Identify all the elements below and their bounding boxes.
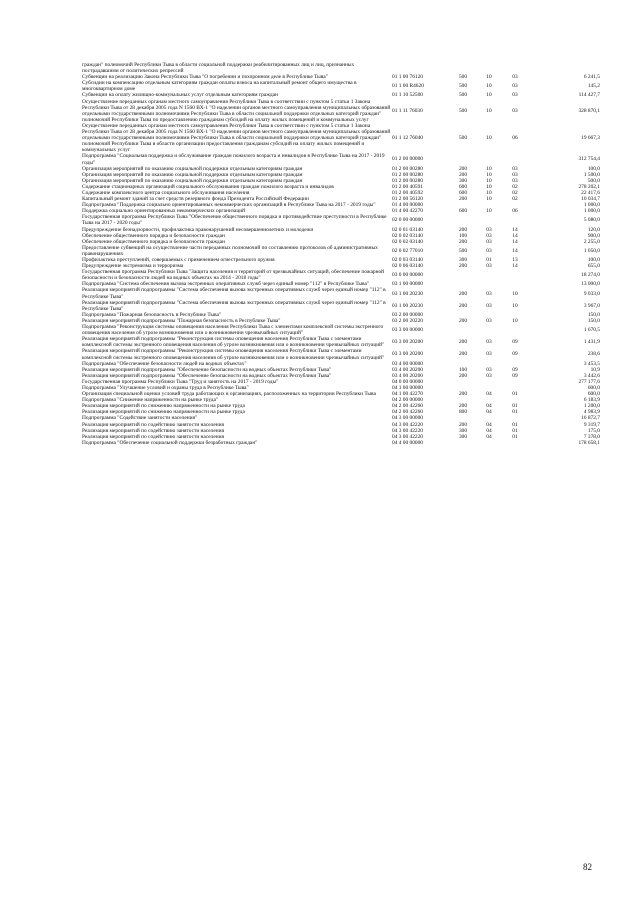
- row-expense-type: 200: [458, 421, 468, 428]
- row-section: 03: [486, 366, 492, 373]
- row-expense-type: 300: [458, 433, 468, 440]
- row-section: 10: [486, 135, 492, 142]
- row-section: 10: [486, 177, 492, 184]
- row-code: 01 1 12 76040: [392, 135, 423, 142]
- row-code: 02 0 01 03140: [392, 226, 423, 233]
- row-subsection: 01: [512, 427, 518, 434]
- row-expense-type: 200: [458, 171, 468, 178]
- row-section: 10: [486, 165, 492, 172]
- row-subsection: 09: [512, 366, 518, 373]
- row-subsection: 02: [512, 183, 518, 190]
- row-subsection: [502, 269, 528, 281]
- row-code: 02 0 00 00000: [392, 217, 423, 224]
- row-subsection: [502, 440, 528, 446]
- row-name: Содержание комплексного центра социального обслуживания населения: [82, 189, 250, 196]
- row-section: 04: [486, 409, 492, 416]
- row-name: граждан" полномочий Республики Тыва в области социальной поддержки реабилитированных лиц и лиц, признанных пострадавшими от политических репрессий: [82, 62, 355, 75]
- row-expense-type: 100: [458, 232, 468, 239]
- row-section: [476, 214, 502, 226]
- row-name: Организация специальной оценки условий труда работающих в организациях, расположенных на территории Республики Тыва: [82, 391, 376, 398]
- row-subsection: 14: [512, 247, 518, 254]
- row-code: 04 1 00 00000: [392, 384, 423, 391]
- row-sum: 1 670,5: [583, 327, 600, 334]
- row-section: 03: [486, 238, 492, 245]
- row-sum: 150,0: [587, 317, 600, 324]
- row-sum: 120,0: [587, 226, 600, 233]
- row-code: 03 3 00 20200: [392, 339, 423, 346]
- row-expense-type: 800: [458, 409, 468, 416]
- row-name: Реализация мероприятий по снижению напряженности на рынке труда: [82, 409, 245, 416]
- row-subsection: 14: [512, 232, 518, 239]
- row-code: 03 2 00 00000: [392, 311, 423, 318]
- row-subsection: 14: [512, 238, 518, 245]
- row-sum: 238,6: [587, 351, 600, 358]
- row-expense-type: 200: [458, 317, 468, 324]
- row-name: Субвенции на оплату жилищно-коммунальных услуг отдельным категориям граждан: [82, 92, 278, 99]
- row-subsection: 09: [512, 351, 518, 358]
- row-subsection: 03: [512, 171, 518, 178]
- row-sum: [528, 62, 600, 74]
- row-section: 03: [486, 372, 492, 379]
- row-section: 03: [486, 290, 492, 297]
- table-row: [82, 324, 600, 336]
- row-expense-type: 300: [458, 177, 468, 184]
- table-row: [82, 245, 600, 257]
- row-expense-type: 600: [458, 208, 468, 215]
- row-sum: 178 658,1: [578, 439, 600, 446]
- row-code: 03 2 00 20220: [392, 317, 423, 324]
- row-code: 03 3 00 20200: [392, 351, 423, 358]
- row-expense-type: [450, 153, 476, 165]
- row-section: 03: [486, 263, 492, 270]
- row-sum: 9 033,0: [583, 290, 600, 297]
- row-name: Профилактика преступлений, совершаемых с применением огнестрельного оружия: [82, 257, 275, 263]
- row-code: 02 0 03 03140: [392, 257, 423, 263]
- row-subsection: 13: [512, 257, 518, 263]
- row-code: 01 2 00 40592: [392, 189, 423, 196]
- row-sum: 10 034,7: [581, 196, 600, 203]
- row-name: Организация мероприятий по оказанию социальной поддержки отдельным категориям граждан: [82, 177, 303, 184]
- row-code: 01 2 00 00000: [392, 156, 423, 163]
- row-section: 01: [486, 257, 492, 263]
- row-expense-type: 500: [458, 83, 468, 90]
- row-code: 04 3 00 42220: [392, 427, 423, 434]
- row-expense-type: [450, 214, 476, 226]
- row-sum: 1 431,9: [583, 339, 600, 346]
- row-code: 01 1 11 76030: [392, 107, 423, 114]
- row-code: 01 1 10 52500: [392, 92, 423, 99]
- row-section: 10: [486, 171, 492, 178]
- row-name: Субвенции на реализацию Закона Республики Тыва "О погребении и похоронном деле в Республике Тыва": [82, 74, 328, 81]
- row-name: Подпрограмма "Содействие занятости населения": [82, 415, 198, 422]
- row-sum: 277 177,6: [578, 378, 600, 385]
- row-sum: 1 200,0: [583, 403, 600, 410]
- row-section: 03: [486, 317, 492, 324]
- row-section: 10: [486, 183, 492, 190]
- row-section: 03: [486, 339, 492, 346]
- row-subsection: 03: [512, 92, 518, 99]
- row-section: 04: [486, 427, 492, 434]
- row-expense-type: 200: [458, 403, 468, 410]
- row-sum: 145,2: [587, 83, 600, 90]
- row-code: 04 3 00 00000: [392, 415, 423, 422]
- row-code: 04 3 00 42220: [392, 421, 423, 428]
- row-expense-type: 200: [458, 263, 468, 270]
- row-name: Подпрограмма "Система обеспечения вызова экстренных оперативных служб через единый номер "112" в Республике Тыва": [82, 281, 370, 288]
- table-row: [82, 440, 600, 446]
- row-subsection: 01: [512, 403, 518, 410]
- row-sum: 10,9: [590, 366, 600, 373]
- row-sum: 5 080,0: [583, 217, 600, 224]
- row-section: [476, 440, 502, 446]
- row-sum: 312 754,4: [578, 156, 600, 163]
- row-subsection: 09: [512, 339, 518, 346]
- row-code: 04 2 00 42260: [392, 403, 423, 410]
- row-name: Подпрограмма "Улучшение условий и охраны труда в Республике Тыва": [82, 384, 249, 391]
- row-sum: 114 427,7: [578, 92, 600, 99]
- row-sum: 100,0: [587, 165, 600, 172]
- table-row: [82, 300, 600, 312]
- row-expense-type: 500: [458, 135, 468, 142]
- row-name: Подпрограмма "Обеспечение социальной поддержки безработных граждан": [82, 439, 258, 446]
- row-name: Обеспечение общественного порядка и безопасности граждан: [82, 232, 225, 239]
- row-sum: 600,0: [587, 391, 600, 398]
- row-subsection: [502, 62, 528, 74]
- row-name: Государственная программа Республики Тыва "Труд и занятость на 2017 - 2019 годы": [82, 378, 279, 385]
- row-expense-type: 500: [458, 92, 468, 99]
- row-section: 10: [486, 196, 492, 203]
- row-sum: 7 378,0: [583, 433, 600, 440]
- row-expense-type: 200: [458, 165, 468, 172]
- row-subsection: 01: [512, 421, 518, 428]
- row-code: 04 1 00 42270: [392, 391, 423, 398]
- row-subsection: 03: [512, 177, 518, 184]
- row-sum: 328 870,1: [578, 107, 600, 114]
- row-name: Реализация мероприятий по содействию занятости населения: [82, 427, 225, 434]
- row-expense-type: 200: [458, 226, 468, 233]
- row-code: 01 2 00 56120: [392, 196, 423, 203]
- row-code: 04 0 00 00000: [392, 378, 423, 385]
- row-sum: 600,0: [587, 384, 600, 391]
- row-subsection: [502, 324, 528, 336]
- row-name: Подпрограмма "Обеспечение безопасности людей на водных объектах": [82, 360, 247, 367]
- row-code: 03 4 00 00000: [392, 360, 423, 367]
- table-row: [82, 214, 600, 226]
- row-name: Организация мероприятий по оказанию социальной поддержки отдельным категориям граждан: [82, 171, 303, 178]
- row-code: 04 4 00 00000: [392, 439, 423, 446]
- row-code: 03 1 00 00000: [392, 281, 423, 288]
- row-code: 01 2 00 00280: [392, 171, 423, 178]
- row-subsection: 02: [512, 196, 518, 203]
- row-sum: 1 000,0: [583, 202, 600, 209]
- row-subsection: 06: [512, 208, 518, 215]
- row-section: 03: [486, 226, 492, 233]
- row-expense-type: 300: [458, 427, 468, 434]
- row-sum: 3 453,5: [583, 360, 600, 367]
- row-section: [476, 269, 502, 281]
- row-expense-type: [450, 324, 476, 336]
- row-code: 01 4 00 42270: [392, 208, 423, 215]
- row-section: 04: [486, 391, 492, 398]
- row-code: 02 0 02 77010: [392, 247, 423, 254]
- row-expense-type: 600: [458, 183, 468, 190]
- row-sum: 22 417,6: [581, 189, 600, 196]
- row-sum: 175,0: [587, 427, 600, 434]
- row-sum: 2 255,0: [583, 238, 600, 245]
- row-subsection: [502, 153, 528, 165]
- page-number: 82: [583, 862, 592, 872]
- row-section: [476, 324, 502, 336]
- row-sum: 9 319,7: [583, 421, 600, 428]
- row-subsection: 02: [512, 189, 518, 196]
- row-section: 10: [486, 208, 492, 215]
- row-section: 10: [486, 107, 492, 114]
- row-code: 03 1 00 20230: [392, 290, 423, 297]
- row-name: Реализация мероприятий по снижению напряженности на рынке труда: [82, 403, 245, 410]
- row-subsection: 01: [512, 433, 518, 440]
- row-name: Реализация мероприятий подпрограммы "Система обеспечения вызова экстренных оперативных служб через единый номер "112" в Республике Тыва": [82, 287, 386, 300]
- row-sum: 655,0: [587, 263, 600, 270]
- row-code: [392, 62, 450, 74]
- row-subsection: 10: [512, 290, 518, 297]
- row-name: Организация мероприятий по оказанию социальной поддержки отдельным категориям граждан: [82, 165, 303, 172]
- row-section: 03: [486, 302, 492, 309]
- row-code: 03 0 00 00000: [392, 272, 423, 279]
- row-section: 10: [486, 83, 492, 90]
- row-section: 03: [486, 232, 492, 239]
- table-row: [82, 62, 600, 74]
- row-code: 03 3 00 00000: [392, 327, 423, 334]
- row-section: 03: [486, 247, 492, 254]
- row-section: 10: [486, 189, 492, 196]
- row-subsection: 01: [512, 409, 518, 416]
- row-name: Осуществление переданных органам местного самоуправления Республики Тыва в соответствии с пунктом 5 статьи 1 Закона Республики Тыва от 28 декабря 2005 года N 1560 ВХ-1 "О наделении органов местного самоуправления муниципальных образований отдельными государственными полномочиями Республики Тыва в области социальной поддержки отдельных категорий граждан" полномочий Республики Тыва по предоставлению гражданам субсидий на оплату жилых помещений и коммунальных услуг: [82, 98, 391, 123]
- row-expense-type: 200: [458, 290, 468, 297]
- row-section: 04: [486, 433, 492, 440]
- row-sum: 6 241,5: [583, 74, 600, 81]
- row-subsection: 03: [512, 83, 518, 90]
- row-sum: 900,0: [587, 232, 600, 239]
- table-body: [82, 62, 600, 446]
- row-name: Предупреждение экстремизма и терроризма: [82, 263, 184, 270]
- row-code: 02 0 06 03140: [392, 263, 423, 270]
- row-section: [476, 62, 502, 74]
- row-code: 03 4 00 20200: [392, 372, 423, 379]
- row-name: Предоставление субвенций на осуществление части переданных полномочий по составлению протоколов об административных правонарушениях: [82, 244, 378, 257]
- row-expense-type: 500: [458, 107, 468, 114]
- row-subsection: 14: [512, 263, 518, 270]
- table-row: [82, 348, 600, 360]
- row-name: Реализация мероприятий подпрограммы "Реконструкция системы оповещения населения Республики Тыва с элементами комплексной системы экстренного оповещения населения об угрозе возникновения или о возникновении чрезвычайных ситуаций": [82, 336, 385, 349]
- table-row: [82, 287, 600, 299]
- row-sum: 278 202,1: [578, 183, 600, 190]
- row-sum: 500,0: [587, 177, 600, 184]
- row-code: 02 0 02 03140: [392, 238, 423, 245]
- row-section: 04: [486, 421, 492, 428]
- row-expense-type: 600: [458, 189, 468, 196]
- row-expense-type: [450, 440, 476, 446]
- row-subsection: 03: [512, 74, 518, 81]
- row-sum: 6 183,9: [583, 397, 600, 404]
- row-expense-type: 500: [458, 247, 468, 254]
- row-code: 01 2 00 00280: [392, 177, 423, 184]
- row-sum: 3 442,6: [583, 372, 600, 379]
- row-name: Подпрограмма "Социальная поддержка и обслуживание граждан пожилого возраста и инвалидов в Республике Тыва на 2017 - 2019 годы": [82, 153, 385, 166]
- row-subsection: 09: [512, 372, 518, 379]
- row-expense-type: [450, 269, 476, 281]
- row-name: Содержание стационарных организаций социального обслуживания граждан пожилого возраста и инвалидов: [82, 183, 334, 190]
- table-row: [82, 80, 600, 92]
- row-code: 03 1 00 20230: [392, 302, 423, 309]
- row-name: Подпрограмма "Снижение напряженности на рынке труда": [82, 397, 219, 404]
- row-sum: 1 050,0: [583, 247, 600, 254]
- row-name: Подпрограмма "Реконструкция системы оповещения населения Республики Тыва с элементами комплексной системы экстренного оповещения населения об угрозе возникновения или о возникновении чрезвычайных ситуаций": [82, 324, 384, 337]
- row-sum: 3 967,0: [583, 302, 600, 309]
- row-code: 01 1 00 76120: [392, 74, 423, 81]
- row-sum: 150,0: [587, 311, 600, 318]
- row-expense-type: 500: [458, 74, 468, 81]
- row-expense-type: 200: [458, 302, 468, 309]
- table-row: [82, 99, 600, 123]
- row-expense-type: 200: [458, 372, 468, 379]
- table-row: [82, 123, 600, 153]
- row-name: Реализация мероприятий подпрограммы "Пожарная безопасность в Республике Тыва": [82, 317, 281, 324]
- row-name: Обеспечение общественного порядка и безопасности граждан: [82, 238, 225, 245]
- row-expense-type: 100: [458, 366, 468, 373]
- row-name: Реализация мероприятий подпрограммы "Реконструкция системы оповещения населения Республики Тыва с элементами комплексной системы экстренного оповещения населения об угрозе возникновения или о возникновении чрезвычайных ситуаций": [82, 348, 385, 361]
- row-sum: 19 667,3: [581, 135, 600, 142]
- row-section: 03: [486, 351, 492, 358]
- row-subsection: 01: [512, 391, 518, 398]
- row-expense-type: 200: [458, 351, 468, 358]
- row-code: 03 4 00 20200: [392, 366, 423, 373]
- row-section: [476, 153, 502, 165]
- row-sum: 16 872,7: [581, 415, 600, 422]
- row-name: Субсидии на компенсацию отдельным категориям граждан оплаты взноса на капитальный ремонт общего имущества в многоквартирном доме: [82, 80, 357, 93]
- row-name: Реализация мероприятий подпрограммы "Обеспечение безопасности на водных объектах Республики Тыва": [82, 366, 332, 373]
- table-row: [82, 336, 600, 348]
- row-sum: 18 274,0: [581, 272, 600, 279]
- row-name: Реализация мероприятий по содействию занятости населения: [82, 421, 225, 428]
- row-code: 04 2 00 00000: [392, 397, 423, 404]
- table-row: [82, 153, 600, 165]
- row-subsection: 06: [512, 135, 518, 142]
- row-subsection: 10: [512, 317, 518, 324]
- row-section: 10: [486, 74, 492, 81]
- row-subsection: 10: [512, 302, 518, 309]
- row-code: 01 1 00 R4620: [392, 83, 424, 90]
- row-name: Предупреждение безнадзорности, профилактика правонарушений несовершеннолетних и молодежи: [82, 226, 314, 233]
- row-name: Подпрограмма "Пожарная безопасность в Республике Тыва": [82, 311, 222, 318]
- row-name: Реализация мероприятий подпрограммы "Обеспечение безопасности на водных объектах Республики Тыва": [82, 372, 332, 379]
- row-name: Капитальный ремонт зданий за счет средств резервного фонда Президента Российской Федерации: [82, 196, 309, 203]
- row-sum: 13 000,0: [581, 281, 600, 288]
- row-code: 02 0 02 03140: [392, 232, 423, 239]
- row-code: 01 2 00 40591: [392, 183, 423, 190]
- row-name: Осуществление переданных органам местного самоуправления Республики Тыва в соответствии с пунктом 5 статьи 1 Закона Республики Тыва от 28 декабря 2005 года N 1560 ВХ-1 "О наделении органов местного самоуправления муниципальных образований отдельными государственными полномочиями Республики Тыва в области социальной поддержки отдельных категорий граждан" полномочий Республики Тыва в области организации предоставления гражданам субсидий на оплату жилых помещений и коммунальных услуг: [82, 122, 391, 154]
- row-subsection: [502, 214, 528, 226]
- row-name: Государственная программа Республики Тыва "Обеспечение общественного порядка и противодействие преступности в Республике Тыва на 2017 - 2020 годы": [82, 214, 387, 227]
- row-sum: 1 000,0: [583, 208, 600, 215]
- row-subsection: 03: [512, 107, 518, 114]
- row-expense-type: 300: [458, 257, 468, 263]
- row-expense-type: 200: [458, 391, 468, 398]
- row-name: Государственная программа Республики Тыва "Защита населения и территорий от чрезвычайных ситуаций, обеспечение пожарной безопасности и безопасности людей на водных объектах на 2014 - 2018 годы": [82, 269, 385, 282]
- row-expense-type: 200: [458, 196, 468, 203]
- row-code: 04 2 00 42260: [392, 409, 423, 416]
- row-code: 04 3 00 42220: [392, 433, 423, 440]
- row-name: Подпрограмма "Поддержка социально ориентированных некоммерческих организаций в Республике Тыва на 2017 - 2019 годы": [82, 202, 376, 209]
- row-name: Поддержка социально ориентированных некоммерческих организаций: [82, 208, 245, 215]
- row-name: Реализация мероприятий подпрограммы "Система обеспечения вызова экстренных оперативных служб через единый номер "112" в Республике Тыва": [82, 299, 386, 312]
- row-sum: 100,0: [587, 257, 600, 263]
- budget-table: [82, 62, 600, 446]
- row-expense-type: [450, 62, 476, 74]
- row-code: 01 2 00 00280: [392, 165, 423, 172]
- row-code: 01 4 00 00000: [392, 202, 423, 209]
- row-section: 04: [486, 403, 492, 410]
- row-expense-type: 200: [458, 238, 468, 245]
- row-sum: 4 983,9: [583, 409, 600, 416]
- row-sum: 1 500,0: [583, 171, 600, 178]
- row-section: 10: [486, 92, 492, 99]
- row-subsection: 14: [512, 226, 518, 233]
- row-subsection: 03: [512, 165, 518, 172]
- table-row: [82, 269, 600, 281]
- row-name: Реализация мероприятий по содействию занятости населения: [82, 433, 225, 440]
- row-expense-type: 200: [458, 339, 468, 346]
